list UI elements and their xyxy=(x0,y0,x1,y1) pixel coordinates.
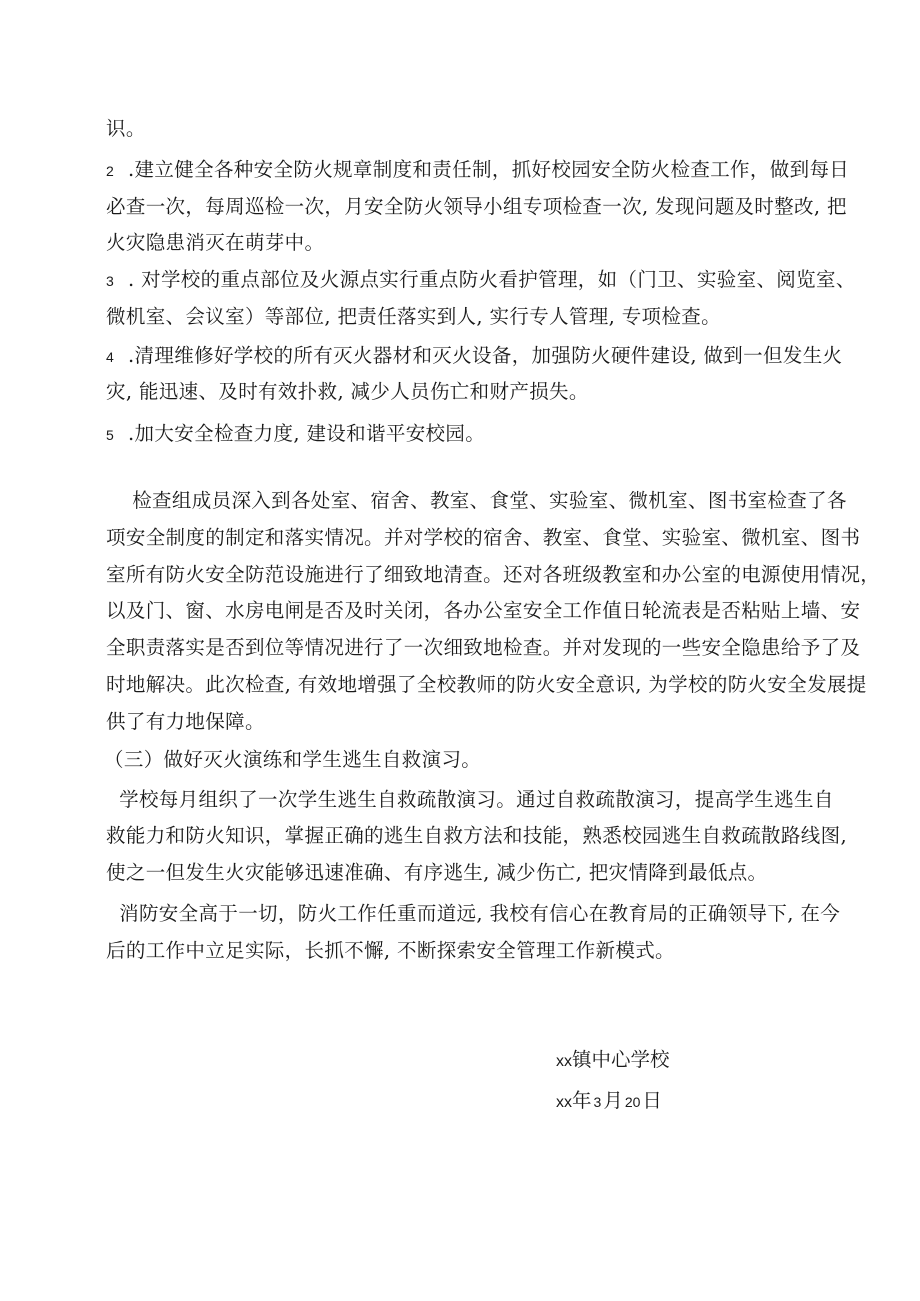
text-line: 微机室、会议室）等部位, 把责任落实到人, 实行专人管理, 专项检查。 xyxy=(106,305,721,328)
text-line: 识。 xyxy=(106,117,146,140)
signature-org: xx镇中心学校 xyxy=(556,1048,670,1071)
text-line: 后的工作中立足实际，长抓不懈, 不断探索安全管理工作新模式。 xyxy=(106,939,675,962)
list-item: 2 .建立健全各种安全防火规章制度和责任制，抓好校园安全防火检查工作，做到每日 xyxy=(106,157,849,184)
list-item: 5 .加大安全检查力度, 建设和谐平安校园。 xyxy=(106,421,485,448)
text-line: 使之一但发生火灾能够迅速准确、有序逃生, 减少伤亡, 把灾情降到最低点。 xyxy=(106,861,768,884)
text-line: 全职责落实是否到位等情况进行了一次细致地检查。并对发现的一些安全隐患给予了及 xyxy=(106,636,861,659)
text-line: 检查组成员深入到各处室、宿舍、教室、食堂、实验室、微机室、图书室检查了各 xyxy=(106,489,847,512)
list-number: 4 xyxy=(106,349,115,365)
signature-date: xx年 3 月 20 日 xyxy=(556,1089,662,1112)
text-line: 供了有力地保障。 xyxy=(106,710,265,733)
list-number: 5 xyxy=(106,427,115,443)
text-line: 救能力和防火知识，掌握正确的逃生自救方法和技能，熟悉校园逃生自救疏散路线图, xyxy=(106,824,847,847)
text-line: 必查一次，每周巡检一次，月安全防火领导小组专项检查一次, 发现问题及时整改, 把 xyxy=(106,195,847,218)
text-line: 室所有防火安全防范设施进行了细致地清查。还对各班级教室和办公室的电源使用情况， xyxy=(106,563,881,586)
text-line: 以及门、窗、水房电闸是否及时关闭，各办公室安全工作值日轮流表是否粘贴上墙、安 xyxy=(106,599,861,622)
text-line: 项安全制度的制定和落实情况。并对学校的宿舍、教室、食堂、实验室、微机室、图书 xyxy=(106,526,861,549)
list-number: 2 xyxy=(106,163,115,179)
text-line: 火灾隐患消灭在萌芽中。 xyxy=(106,231,325,254)
text-line: 消防安全高于一切，防火工作任重而道远, 我校有信心在教育局的正确领导下, 在今 xyxy=(106,902,841,925)
list-number: 3 xyxy=(106,273,115,289)
list-item: 3 . 对学校的重点部位及火源点实行重点防火看护管理，如（门卫、实验室、阅览室、 xyxy=(106,267,856,294)
section-heading: （三）做好灭火演练和学生逃生自救演习。 xyxy=(104,748,482,771)
text-line: 灾, 能迅速、及时有效扑救, 减少人员伤亡和财产损失。 xyxy=(106,380,589,403)
text-line: 学校每月组织了一次学生逃生自救疏散演习。通过自救疏散演习，提高学生逃生自 xyxy=(106,788,834,811)
list-item: 4 .清理维修好学校的所有灭火器材和灭火设备，加强防火硬件建设, 做到一但发生火 xyxy=(106,343,842,370)
text-line: 时地解决。此次检查, 有效地增强了全校教师的防火安全意识, 为学校的防火安全发展提 xyxy=(106,673,867,696)
